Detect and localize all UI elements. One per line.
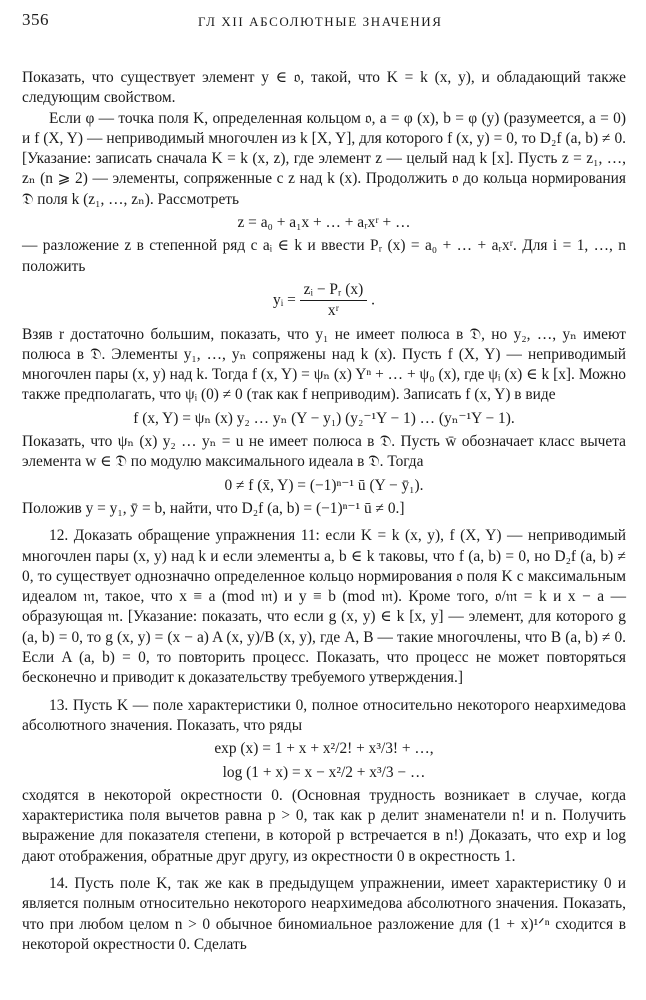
equation [22, 280, 626, 322]
exercise-12: 12. Доказать обращение упражнения 11: если K = k (x, y), f (X, Y) — неприводимый многочлен пары (x, y) над k и если элементы a, b ∈ k таковы, что f (a, b) = 0, но D₂f (a, b) ≠ 0, то существует однозначно определенное кольцо нормирования 𝔬 поля K с максимальным идеалом 𝔪, такое, что x ≡ a (mod 𝔪) и y ≡ b (mod 𝔪). Кроме того, 𝔬/𝔪 = k и x − a — образующая 𝔪. [Указание: показать, что если g (x, y) ∈ k [x, y] — элемент, для которого g (a, b) = 0, то g (x, y) = (x − a) A (x, y)/B (x, y), где A, B — такие многочлены, что B (a, b) ≠ 0. Если A (a, b) = 0, то повторить процесс. Показать, что процесс не может повторяться бесконечно и приводит к доказательству требуемого утверждения.] [22, 527, 626, 687]
equation-lhs: yᵢ = [273, 291, 296, 309]
paragraph: Показать, что ψₙ (x) y₂ … yₙ = u не имеет полюса в 𝔇. Пусть w̄ обозначает класс вычета элемента w ∈ 𝔇 по модулю максимального идеала в 𝔇. Тогда [22, 433, 626, 471]
paragraph: — разложение z в степенной ряд с aᵢ ∈ k и ввести Pᵣ (x) = a₀ + … + aᵣxʳ. Для i = 1, …, n положить [22, 237, 626, 275]
exercise-13: 13. Пусть K — поле характеристики 0, полное относительно некоторого неархимедова абсолютного значения. Показать, что ряды [22, 696, 626, 734]
equation: log (1 + x) = x − x²/2 + x³/3 − … [222, 763, 426, 781]
paragraph: Если φ — точка поля K, определенная кольцом 𝔬, a = φ (x), b = φ (y) (разумеется, a = 0) и f (X, Y) — неприводимый многочлен из k [X, Y], для которого f (x, y) = 0, то D₂f (a, b) ≠ 0. [Указание: записать сначала K = k (x, z), где элемент z — целый над k [x]. Пусть z = z₁, …, zₙ (n ⩾ 2) — элементы, сопряженные с z над k (x). Продолжить 𝔬 до кольца нормирования 𝔇 поля k (z₁, …, zₙ). Рассмотреть [22, 109, 626, 208]
fraction-denominator: xʳ [327, 302, 339, 320]
paragraph: сходятся в некоторой окрестности 0. (Основная трудность возникает в случае, когда характеристика поля вычетов равна p > 0, так как p делит знаменатели n! и n. Получить выражение для показателя степени, в которой p встречается в n!) Доказать, что exp и log дают отображения, обратные друг другу, из окрестности 0 в окрестность 1. [22, 786, 626, 865]
paragraph: Показать, что существует элемент y ∈ 𝔬, такой, что K = k (x, y), и обладающий также следующим свойством. [22, 69, 626, 107]
equation: exp (x) = 1 + x + x²/2! + x³/3! + …, [214, 740, 434, 758]
equation: z = a₀ + a₁x + … + aᵣxʳ + … [237, 214, 411, 232]
page-header [22, 10, 626, 36]
equation: 0 ≠ f (x̄, Y) = (−1)ⁿ⁻¹ ū (Y − ȳ₁). [224, 476, 424, 494]
page-number: 356 [22, 10, 49, 29]
exercise-14: 14. Пусть поле K, так же как в предыдущем упражнении, имеет характеристику 0 и является полным относительно некоторого неархимедова абсолютного значения. Показать, что при любом целом n > 0 обычное биномиальное разложение для (1 + x)¹ᐟⁿ сходится в некоторой окрестности 0. Сделать [22, 874, 626, 953]
equation-end: . [371, 291, 375, 309]
fraction [300, 280, 368, 322]
paragraph: Взяв r достаточно большим, показать, что y₁ не имеет полюса в 𝔇, но y₂, …, yₙ имеют полюса в 𝔇. Элементы y₁, …, yₙ сопряжены над k (x). Пусть f (X, Y) — неприводимый многочлен пары (x, y) над k. Тогда f (x, Y) = ψₙ (x) Yⁿ + … + ψ₀ (x), где ψᵢ (x) ∈ k [x]. Можно также предполагать, что ψᵢ (0) ≠ 0 (так как f неприводим). Записать f (x, Y) в виде [22, 325, 626, 404]
equation: f (x, Y) = ψₙ (x) y₂ … yₙ (Y − y₁) (y₂⁻¹Y − 1) … (yₙ⁻¹Y − 1). [133, 409, 515, 427]
paragraph: Положив y = y₁, ȳ = b, найти, что D₂f (a, b) = (−1)ⁿ⁻¹ ū ≠ 0.] [22, 499, 405, 517]
running-head: ГЛ XII АБСОЛЮТНЫЕ ЗНАЧЕНИЯ [198, 14, 443, 29]
fraction-numerator: zᵢ − Pᵣ (x) [300, 280, 368, 301]
